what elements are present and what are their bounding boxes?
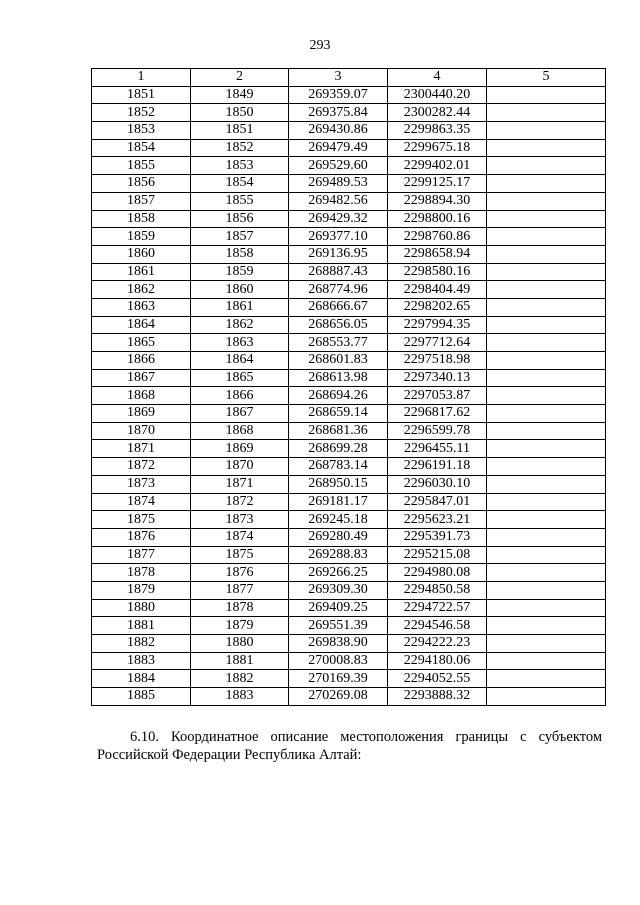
table-cell: 1881 xyxy=(92,617,191,635)
table-row xyxy=(92,493,606,511)
table-cell: 1876 xyxy=(92,528,191,546)
table-cell xyxy=(487,581,606,599)
table-cell: 1852 xyxy=(92,104,191,122)
table-cell xyxy=(487,281,606,299)
table-cell xyxy=(487,175,606,193)
table-cell: 1864 xyxy=(191,352,289,370)
table-row xyxy=(92,511,606,529)
table-row xyxy=(92,581,606,599)
table-cell: 269309.30 xyxy=(289,581,388,599)
table-cell: 268681.36 xyxy=(289,422,388,440)
page-number: 293 xyxy=(309,38,331,53)
table-cell: 2294980.08 xyxy=(388,564,487,582)
table-cell: 269359.07 xyxy=(289,86,388,104)
table-cell xyxy=(487,440,606,458)
table-cell: 268774.96 xyxy=(289,281,388,299)
table-cell xyxy=(487,422,606,440)
table-cell: 269529.60 xyxy=(289,157,388,175)
table-cell: 2296599.78 xyxy=(388,422,487,440)
table-cell: 1868 xyxy=(92,387,191,405)
table-row xyxy=(92,334,606,352)
table-cell: 2300282.44 xyxy=(388,104,487,122)
table-cell: 268950.15 xyxy=(289,475,388,493)
table-row xyxy=(92,139,606,157)
table-cell: 2297518.98 xyxy=(388,352,487,370)
table-cell: 268601.83 xyxy=(289,352,388,370)
table-cell: 1870 xyxy=(92,422,191,440)
table-cell: 2296455.11 xyxy=(388,440,487,458)
table-row xyxy=(92,122,606,140)
table-cell: 1858 xyxy=(92,210,191,228)
table-cell: 1866 xyxy=(191,387,289,405)
table-cell: 1883 xyxy=(191,688,289,706)
table-cell: 2296030.10 xyxy=(388,475,487,493)
table-cell xyxy=(487,86,606,104)
table-cell: 1884 xyxy=(92,670,191,688)
table-cell: 1873 xyxy=(191,511,289,529)
table-row xyxy=(92,192,606,210)
table-cell xyxy=(487,528,606,546)
table-cell: 1862 xyxy=(191,316,289,334)
table-cell: 2297712.64 xyxy=(388,334,487,352)
table-cell: 1868 xyxy=(191,422,289,440)
table-cell: 1869 xyxy=(92,405,191,423)
table-cell: 1851 xyxy=(191,122,289,140)
table-cell: 1878 xyxy=(191,599,289,617)
column-header: 5 xyxy=(487,69,606,87)
table-cell: 1872 xyxy=(191,493,289,511)
table-cell: 1860 xyxy=(92,245,191,263)
table-cell: 269409.25 xyxy=(289,599,388,617)
table-cell: 269551.39 xyxy=(289,617,388,635)
table-cell: 2294222.23 xyxy=(388,635,487,653)
table-cell: 1880 xyxy=(92,599,191,617)
table-cell: 1861 xyxy=(191,298,289,316)
table-cell: 2298202.65 xyxy=(388,298,487,316)
table-row xyxy=(92,458,606,476)
table-cell: 1885 xyxy=(92,688,191,706)
table-cell: 269430.86 xyxy=(289,122,388,140)
table-cell: 269181.17 xyxy=(289,493,388,511)
table-cell: 2298404.49 xyxy=(388,281,487,299)
table-cell: 269136.95 xyxy=(289,245,388,263)
table-cell: 1869 xyxy=(191,440,289,458)
table-cell xyxy=(487,387,606,405)
table-cell xyxy=(487,635,606,653)
table-cell xyxy=(487,245,606,263)
table-cell: 2298894.30 xyxy=(388,192,487,210)
table-cell: 2299402.01 xyxy=(388,157,487,175)
table-row xyxy=(92,440,606,458)
table-cell xyxy=(487,157,606,175)
table-cell: 268659.14 xyxy=(289,405,388,423)
table-cell: 1865 xyxy=(191,369,289,387)
table-row xyxy=(92,422,606,440)
table-cell: 2297053.87 xyxy=(388,387,487,405)
table-cell: 1858 xyxy=(191,245,289,263)
table-cell: 268656.05 xyxy=(289,316,388,334)
column-header: 1 xyxy=(92,69,191,87)
table-row xyxy=(92,475,606,493)
table-cell: 268694.26 xyxy=(289,387,388,405)
table-row xyxy=(92,281,606,299)
table-cell: 1859 xyxy=(92,228,191,246)
table-row xyxy=(92,298,606,316)
table-cell: 1850 xyxy=(191,104,289,122)
table-cell: 1855 xyxy=(92,157,191,175)
table-cell xyxy=(487,599,606,617)
table-cell: 1880 xyxy=(191,635,289,653)
table-cell: 2294052.55 xyxy=(388,670,487,688)
table-cell: 269280.49 xyxy=(289,528,388,546)
table-cell: 2299125.17 xyxy=(388,175,487,193)
table-cell: 1883 xyxy=(92,652,191,670)
table-row xyxy=(92,599,606,617)
table-cell: 1853 xyxy=(191,157,289,175)
table-cell: 1875 xyxy=(92,511,191,529)
table-cell: 1851 xyxy=(92,86,191,104)
table-cell: 268613.98 xyxy=(289,369,388,387)
table-cell xyxy=(487,139,606,157)
table-cell xyxy=(487,352,606,370)
table-row xyxy=(92,228,606,246)
table-row xyxy=(92,546,606,564)
table-cell: 1860 xyxy=(191,281,289,299)
table-cell: 2294850.58 xyxy=(388,581,487,599)
table-cell: 1853 xyxy=(92,122,191,140)
table-header-row xyxy=(92,69,606,87)
table-cell: 270169.39 xyxy=(289,670,388,688)
table-cell: 1852 xyxy=(191,139,289,157)
section-heading xyxy=(97,728,602,764)
table-row xyxy=(92,564,606,582)
table-cell: 1854 xyxy=(92,139,191,157)
table-cell: 1879 xyxy=(92,581,191,599)
table-body xyxy=(92,86,606,705)
table-cell: 1877 xyxy=(92,546,191,564)
table-cell: 2297994.35 xyxy=(388,316,487,334)
section-heading-line: 6.10. Координатное описание местоположения границы с субъектом xyxy=(130,729,602,745)
table-cell: 2298800.16 xyxy=(388,210,487,228)
table-row xyxy=(92,387,606,405)
table-cell xyxy=(487,511,606,529)
table-cell: 268887.43 xyxy=(289,263,388,281)
table-cell: 268699.28 xyxy=(289,440,388,458)
table-cell: 2294180.06 xyxy=(388,652,487,670)
table-row xyxy=(92,528,606,546)
table-cell: 2297340.13 xyxy=(388,369,487,387)
table-cell: 1864 xyxy=(92,316,191,334)
coordinates-table xyxy=(91,68,606,706)
table-cell: 1859 xyxy=(191,263,289,281)
table-cell: 1882 xyxy=(92,635,191,653)
table-cell: 1879 xyxy=(191,617,289,635)
table-cell: 2296817.62 xyxy=(388,405,487,423)
table-cell: 1877 xyxy=(191,581,289,599)
table-cell: 2299675.18 xyxy=(388,139,487,157)
table-cell xyxy=(487,405,606,423)
table-cell: 269266.25 xyxy=(289,564,388,582)
table-cell: 269479.49 xyxy=(289,139,388,157)
table-cell xyxy=(487,475,606,493)
table-cell: 1849 xyxy=(191,86,289,104)
table-cell: 1872 xyxy=(92,458,191,476)
table-cell: 2295215.08 xyxy=(388,546,487,564)
table-cell xyxy=(487,263,606,281)
table-cell: 1865 xyxy=(92,334,191,352)
table-cell xyxy=(487,298,606,316)
table-cell: 2299863.35 xyxy=(388,122,487,140)
table-cell: 2298580.16 xyxy=(388,263,487,281)
table-cell: 269288.83 xyxy=(289,546,388,564)
table-cell: 1863 xyxy=(191,334,289,352)
table-cell xyxy=(487,670,606,688)
table-cell: 1867 xyxy=(191,405,289,423)
table-row xyxy=(92,688,606,706)
table-row xyxy=(92,369,606,387)
table-cell: 269482.56 xyxy=(289,192,388,210)
table-cell: 1861 xyxy=(92,263,191,281)
table-cell xyxy=(487,369,606,387)
table-row xyxy=(92,175,606,193)
table-cell: 1871 xyxy=(191,475,289,493)
table-cell: 1866 xyxy=(92,352,191,370)
column-header: 3 xyxy=(289,69,388,87)
table-cell xyxy=(487,458,606,476)
table-cell xyxy=(487,316,606,334)
table-cell: 1874 xyxy=(191,528,289,546)
table-row xyxy=(92,263,606,281)
table-cell: 2293888.32 xyxy=(388,688,487,706)
table-cell: 1876 xyxy=(191,564,289,582)
table-cell: 1857 xyxy=(92,192,191,210)
table-cell: 269838.90 xyxy=(289,635,388,653)
table-row xyxy=(92,86,606,104)
table-row xyxy=(92,316,606,334)
table-cell: 2294722.57 xyxy=(388,599,487,617)
table-cell: 1881 xyxy=(191,652,289,670)
table-cell: 1857 xyxy=(191,228,289,246)
table-cell: 2294546.58 xyxy=(388,617,487,635)
table-cell xyxy=(487,652,606,670)
table-cell xyxy=(487,104,606,122)
table-cell: 1862 xyxy=(92,281,191,299)
table-cell: 268783.14 xyxy=(289,458,388,476)
table-cell: 1856 xyxy=(191,210,289,228)
table-cell: 2295847.01 xyxy=(388,493,487,511)
table-cell xyxy=(487,192,606,210)
table-cell: 268666.67 xyxy=(289,298,388,316)
table-cell: 2296191.18 xyxy=(388,458,487,476)
table-cell: 270269.08 xyxy=(289,688,388,706)
table-row xyxy=(92,245,606,263)
column-header: 2 xyxy=(191,69,289,87)
table-cell xyxy=(487,688,606,706)
table-cell: 268553.77 xyxy=(289,334,388,352)
table-cell xyxy=(487,564,606,582)
table-row xyxy=(92,652,606,670)
table-cell: 269429.32 xyxy=(289,210,388,228)
table-cell: 1855 xyxy=(191,192,289,210)
table-cell xyxy=(487,334,606,352)
table-cell: 270008.83 xyxy=(289,652,388,670)
table-row xyxy=(92,405,606,423)
table-cell: 1870 xyxy=(191,458,289,476)
table-cell: 1875 xyxy=(191,546,289,564)
table-row xyxy=(92,670,606,688)
table-row xyxy=(92,210,606,228)
table-cell: 269245.18 xyxy=(289,511,388,529)
table-row xyxy=(92,635,606,653)
table-cell: 2298658.94 xyxy=(388,245,487,263)
table-cell: 269489.53 xyxy=(289,175,388,193)
table-row xyxy=(92,352,606,370)
section-heading-line: Российской Федерации Республика Алтай: xyxy=(97,747,362,763)
table-cell xyxy=(487,493,606,511)
table-cell: 1874 xyxy=(92,493,191,511)
table-cell: 1863 xyxy=(92,298,191,316)
table-cell xyxy=(487,210,606,228)
table-cell: 2295391.73 xyxy=(388,528,487,546)
table-cell: 1856 xyxy=(92,175,191,193)
table-row xyxy=(92,157,606,175)
table-cell: 2298760.86 xyxy=(388,228,487,246)
table-cell: 269377.10 xyxy=(289,228,388,246)
table-cell: 2300440.20 xyxy=(388,86,487,104)
table-cell: 2295623.21 xyxy=(388,511,487,529)
table-cell xyxy=(487,617,606,635)
table-cell: 1854 xyxy=(191,175,289,193)
table-row xyxy=(92,617,606,635)
table-cell: 1867 xyxy=(92,369,191,387)
table-cell: 1878 xyxy=(92,564,191,582)
table-cell: 1871 xyxy=(92,440,191,458)
table-cell xyxy=(487,546,606,564)
column-header: 4 xyxy=(388,69,487,87)
table-cell: 1882 xyxy=(191,670,289,688)
table-cell: 1873 xyxy=(92,475,191,493)
table-cell xyxy=(487,122,606,140)
table-row xyxy=(92,104,606,122)
table-cell xyxy=(487,228,606,246)
table-cell: 269375.84 xyxy=(289,104,388,122)
